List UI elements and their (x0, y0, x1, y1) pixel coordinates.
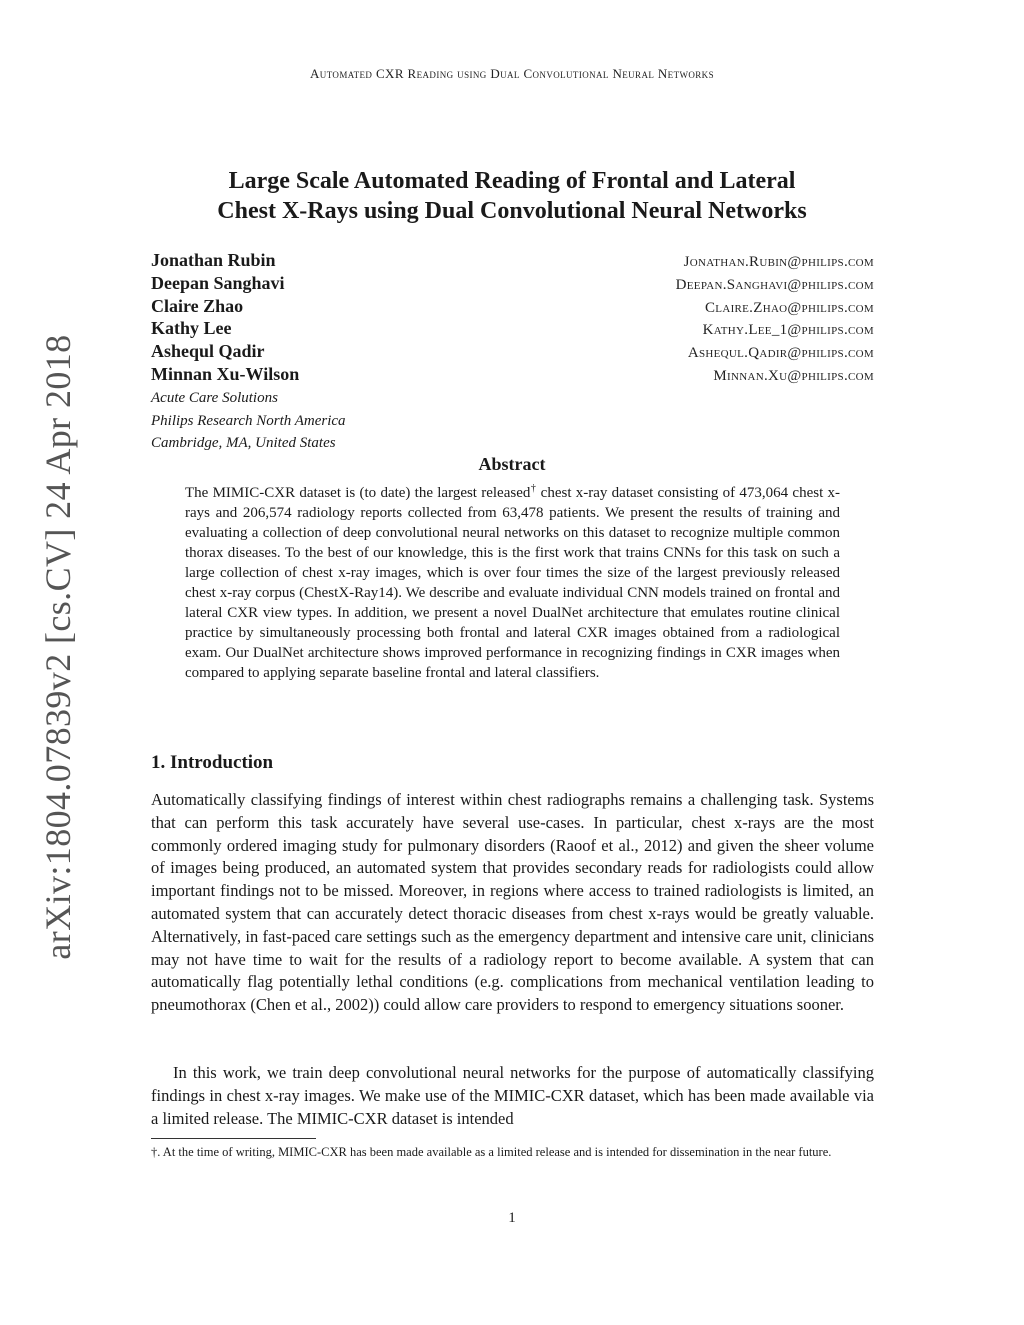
page-number: 1 (508, 1210, 516, 1226)
author-email: Minnan.Xu@philips.com (713, 367, 874, 384)
title-line-2: Chest X-Rays using Dual Convolutional Neural Networks (217, 198, 807, 224)
section-heading: 1. Introduction (151, 752, 274, 773)
author-row (151, 273, 874, 296)
running-head: Automated CXR Reading using Dual Convolutional Neural Networks (310, 66, 714, 81)
author-row (151, 318, 874, 341)
author-email: Deepan.Sanghavi@philips.com (675, 276, 874, 293)
affiliation-line: Acute Care Solutions (151, 389, 278, 406)
title-line-1: Large Scale Automated Reading of Frontal and Lateral (228, 168, 796, 194)
author-email: Claire.Zhao@philips.com (705, 299, 874, 316)
footnote: †. At the time of writing, MIMIC-CXR has been made available as a limited release and is intended for dissemination in the near future. (151, 1145, 832, 1159)
author-block (151, 250, 874, 455)
abstract-text-2: chest x-ray dataset consisting of 473,064 chest x-rays and 206,574 radiology reports collected from 63,478 patients. We present the results of training and evaluating a collection of deep convolutional neural networks on this dataset to recognize multiple common thorax diseases. To the best of our knowledge, this is the first work that trains CNNs for this task on such a large collection of chest x-ray images, which is over four times the size of the largest previously released chest x-ray corpus (ChestX-Ray14). We describe and evaluate individual CNN models trained on frontal and lateral CXR view types. In addition, we present a novel DualNet architecture that emulates routine clinical practice by simultaneously processing both frontal and lateral CXR images obtained from a radiological exam. Our DualNet architecture shows improved performance in recognizing findings in CXR images when compared to applying separate baseline frontal and lateral classifiers. (185, 485, 840, 681)
affiliation-line: Cambridge, MA, United States (151, 435, 336, 452)
author-email: Jonathan.Rubin@philips.com (683, 254, 874, 270)
abstract-heading: Abstract (478, 454, 546, 474)
arxiv-stamp-text: arXiv:1804.07839v2 [cs.CV] 24 Apr 2018 (38, 334, 78, 960)
author-row (151, 364, 874, 387)
paper-title (150, 166, 874, 226)
author-row (151, 296, 874, 319)
footnote-marker: † (530, 483, 537, 494)
author-name: Jonathan Rubin (151, 250, 276, 270)
author-email: Ashequl.Qadir@philips.com (687, 345, 874, 362)
author-name: Deepan Sanghavi (151, 272, 285, 293)
author-name: Minnan Xu-Wilson (151, 363, 300, 384)
author-name: Ashequl Qadir (151, 341, 265, 362)
author-row (151, 341, 874, 364)
author-name: Claire Zhao (151, 295, 244, 316)
affiliation-line: Philips Research North America (151, 412, 346, 429)
author-name: Kathy Lee (151, 318, 232, 339)
author-email: Kathy.Lee_1@philips.com (702, 322, 874, 339)
intro-paragraph-2: In this work, we train deep convolutional neural networks for the purpose of automatically classifying findings in chest x-ray images. We make use of the MIMIC-CXR dataset, which has been made available via a limited release. The MIMIC-CXR dataset is intended (151, 1063, 874, 1128)
abstract-text-1: The MIMIC-CXR dataset is (to date) the largest released (185, 485, 531, 501)
arxiv-stamp (38, 334, 78, 960)
author-row (151, 250, 874, 273)
intro-paragraph-1: Automatically classifying findings of interest within chest radiographs remains a challenging task. Systems that can perform this task accurately have several use-cases. In particular, chest x-rays are the most commonly ordered imaging study for pulmonary disorders (Raoof et al., 2012) and given the sheer volume of images being produced, an automated system that provides secondary reads for radiologists could allow important findings not to be missed. Moreover, in regions where access to trained radiologists is limited, an automated system that can accurately detect thoracic diseases from chest x-rays would be greatly valuable. Alternatively, in fast-paced care settings such as the emergency department and intensive care unit, clinicians may not have time to wait for the results of a radiology report to become available. A system that can automatically flag potentially lethal conditions (e.g. complications from mechanical ventilation leading to pneumothorax (Chen et al., 2002)) could allow care providers to respond to emergency situations sooner. (151, 790, 874, 1015)
abstract-body (185, 483, 840, 683)
footnote-rule (151, 1138, 316, 1139)
